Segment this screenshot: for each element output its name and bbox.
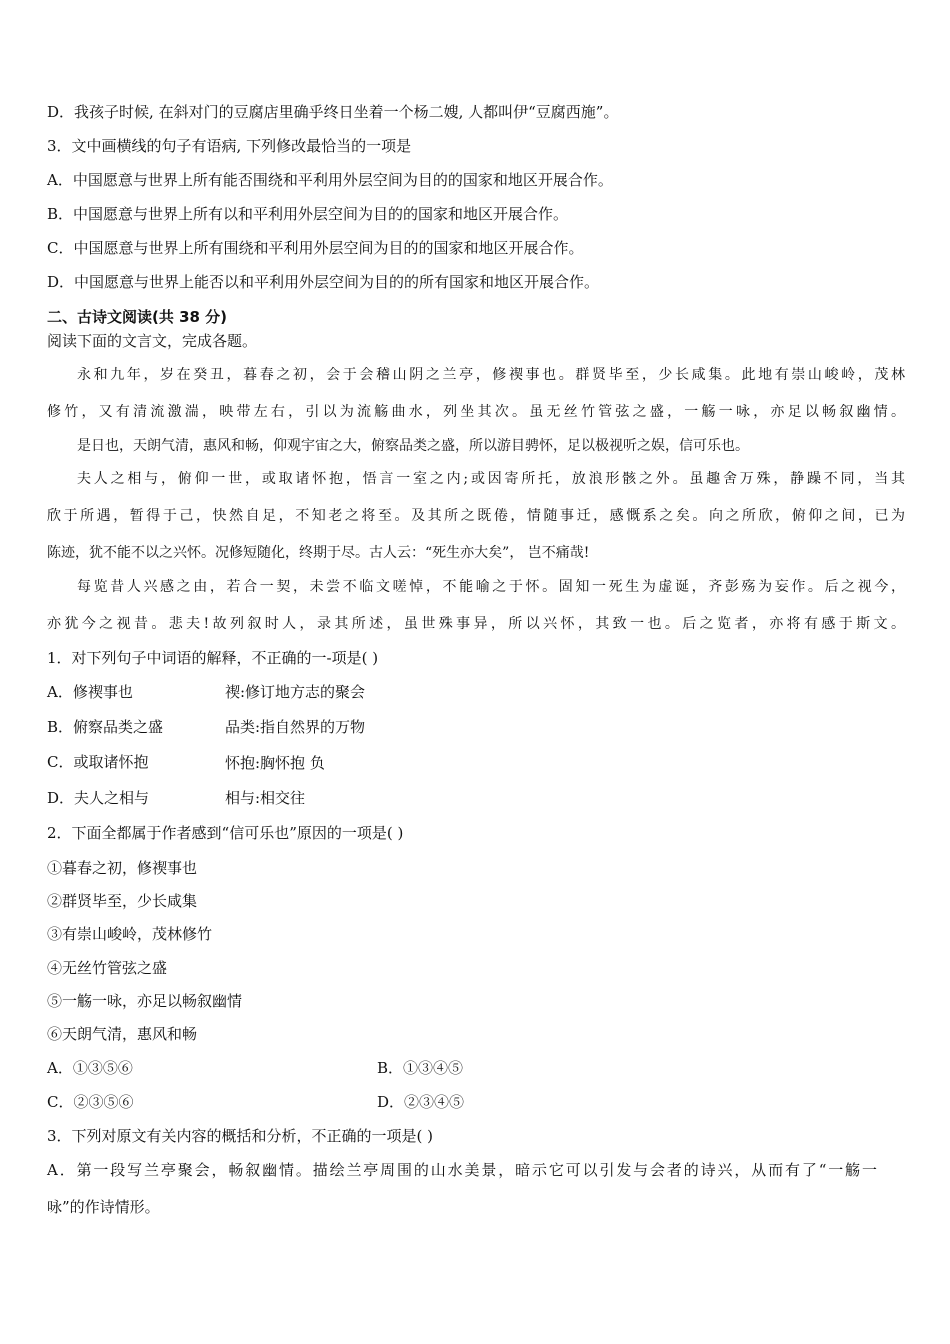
q2-option-c: C．②③⑤⑥ bbox=[47, 1093, 134, 1111]
q2-option-d: D．②③④⑤ bbox=[377, 1093, 465, 1111]
passage-p3-line3: 陈迹，犹不能不以之兴怀。况修短随化，终期于尽。古人云：“死生亦大矣”， 岂不痛哉! bbox=[47, 545, 590, 561]
q3-option-a: A．中国愿意与世界上所有能否围绕和平利用外层空间为目的的国家和地区开展合作。 bbox=[47, 171, 613, 189]
q2-item-5: ⑤一觞一咏，亦足以畅叙幽情 bbox=[47, 992, 243, 1010]
passage-p4-line2: 亦犹今之视昔。悲夫!故列叙时人，录其所述，虽世殊事异，所以兴怀，其致一也。后之览者，亦将有感于斯文。 bbox=[47, 616, 905, 632]
q1-option-c-gloss: 怀抱:胸怀抱 负 bbox=[225, 754, 325, 772]
q3-stem: 3．文中画横线的句子有语病, 下列修改最恰当的一项是 bbox=[47, 137, 412, 155]
q3-option-b: B．中国愿意与世界上所有以和平利用外层空间为目的的国家和地区开展合作。 bbox=[47, 205, 569, 223]
passage-p1-line1: 永和九年，岁在癸丑，暮春之初，会于会稽山阴之兰亭，修禊事也。群贤毕至，少长咸集。此地有崇山峻岭，茂林 bbox=[77, 367, 905, 383]
q2-item-4: ④无丝竹管弦之盛 bbox=[47, 959, 168, 977]
q1-stem: 1．对下列句子中词语的解释，不正确的一-项是( ) bbox=[47, 649, 379, 667]
q2-option-b: B．①③④⑤ bbox=[377, 1059, 464, 1077]
q3-analysis-option-a-line1: A．第一段写兰亭聚会，畅叙幽情。描绘兰亭周围的山水美景，暗示它可以引发与会者的诗兴，从而有了“一觞一 bbox=[47, 1161, 877, 1179]
q1-option-b-gloss: 品类:指自然界的万物 bbox=[225, 718, 366, 736]
q2-item-6: ⑥天朗气清，惠风和畅 bbox=[47, 1025, 198, 1043]
q1-option-d-gloss: 相与:相交往 bbox=[225, 789, 306, 807]
q3-option-d: D．中国愿意与世界上能否以和平利用外层空间为目的的所有国家和地区开展合作。 bbox=[47, 273, 600, 291]
q3-option-c: C．中国愿意与世界上所有围绕和平利用外层空间为目的的国家和地区开展合作。 bbox=[47, 239, 584, 257]
passage-p1-line2: 修竹，又有清流激湍，映带左右，引以为流觞曲水，列坐其次。虽无丝竹管弦之盛，一觞一咏，亦足以畅叙幽情。 bbox=[47, 404, 905, 420]
q2-option-a: A．①③⑤⑥ bbox=[47, 1059, 133, 1077]
q3-analysis-option-a-line2: 咏”的作诗情形。 bbox=[47, 1198, 160, 1216]
q1-option-a-word: A．修禊事也 bbox=[47, 683, 133, 701]
reading-instruction: 阅读下面的文言文，完成各题。 bbox=[47, 332, 258, 350]
q3-analysis-stem: 3．下列对原文有关内容的概括和分析，不正确的一项是( ) bbox=[47, 1127, 434, 1145]
passage-p4-line1: 每览昔人兴感之由，若合一契，未尝不临文嗟悼，不能喻之于怀。固知一死生为虚诞，齐彭殇为妄作。后之视今， bbox=[77, 579, 905, 595]
passage-p3-line2: 欣于所遇，暂得于己，快然自足，不知老之将至。及其所之既倦，情随事迁，感慨系之矣。向之所欣，俯仰之间，已为 bbox=[47, 508, 905, 524]
section-title: 二、古诗文阅读(共 38 分) bbox=[47, 308, 228, 326]
passage-p3-line1: 夫人之相与，俯仰一世，或取诸怀抱，悟言一室之内;或因寄所托，放浪形骸之外。虽趣舍万殊，静躁不同，当其 bbox=[77, 471, 905, 487]
passage-p2-line1: 是日也，天朗气清，惠风和畅，仰观宇宙之大，俯察品类之盛，所以游目骋怀，足以极视听之娱，信可乐也。 bbox=[77, 438, 749, 454]
q2-stem: 2．下面全都属于作者感到“信可乐也”原因的一项是( ) bbox=[47, 824, 404, 842]
q1-option-b-word: B．俯察品类之盛 bbox=[47, 718, 164, 736]
q2-item-3: ③有崇山峻岭，茂林修竹 bbox=[47, 925, 213, 943]
prev-question-option-d: D．我孩子时候, 在斜对门的豆腐店里确乎终日坐着一个杨二嫂, 人都叫伊“豆腐西施”。 bbox=[47, 103, 619, 121]
q1-option-c-word: C．或取诸怀抱 bbox=[47, 753, 149, 771]
q1-option-a-gloss: 禊:修订地方志的聚会 bbox=[225, 683, 366, 701]
q2-item-2: ②群贤毕至，少长咸集 bbox=[47, 892, 198, 910]
q1-option-d-word: D．夫人之相与 bbox=[47, 789, 150, 807]
q2-item-1: ①暮春之初，修禊事也 bbox=[47, 859, 198, 877]
